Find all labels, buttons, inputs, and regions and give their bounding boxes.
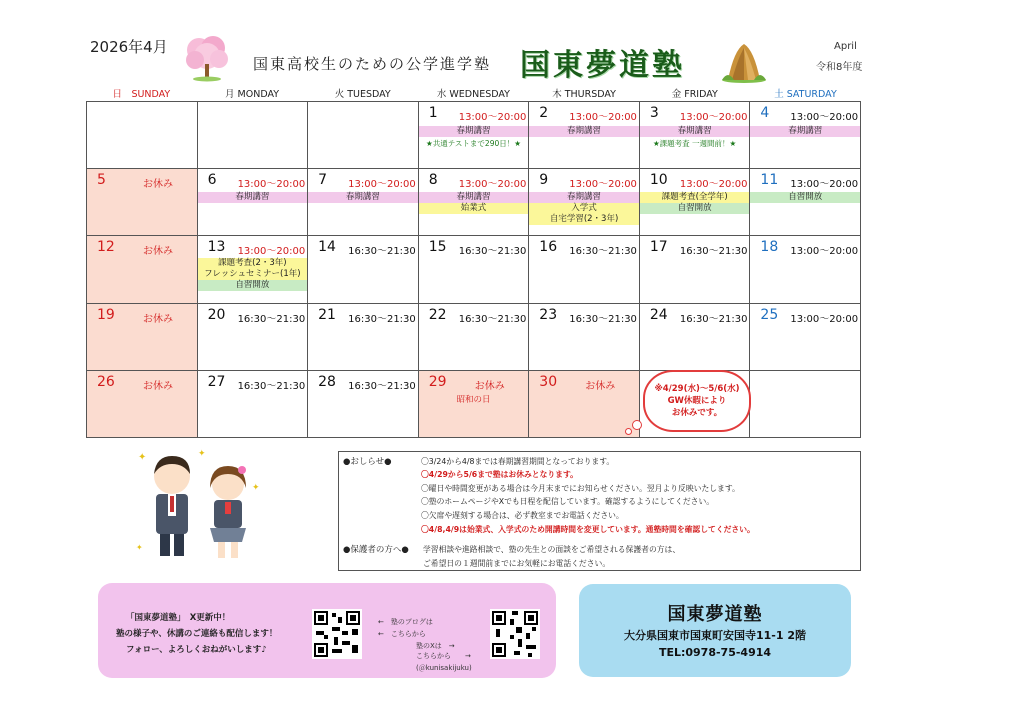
gw-line-2: GW休暇により <box>667 396 727 406</box>
calendar-cell-day-14 <box>308 236 419 303</box>
gw-line-1: ※4/29(水)～5/6(水) <box>654 384 740 394</box>
closed-label: お休み <box>143 246 173 258</box>
x-handle: (＠kunisakijuku) <box>416 664 472 672</box>
class-hours: 13:00～20:00 <box>790 112 859 123</box>
calendar-cell-day-9 <box>529 169 640 236</box>
school-logo-title: 国東夢道塾 <box>520 48 685 83</box>
day-number: 11 <box>760 172 779 189</box>
class-hours: 13:00～20:00 <box>348 179 416 191</box>
weekday-tuesday: 火 TUESDAY <box>334 89 391 100</box>
class-hours: 16:30～21:30 <box>348 380 416 392</box>
weekday-wednesday: 水 WEDNESDAY <box>436 89 510 100</box>
calendar-month: 2026年4月 <box>90 38 168 56</box>
calendar-cell-day-7 <box>308 169 419 236</box>
calendar-cell-day-27 <box>198 371 309 438</box>
day-number: 1 <box>428 105 438 121</box>
calendar-cell-empty <box>198 102 309 169</box>
x-qr-code-icon[interactable] <box>490 609 540 659</box>
day-number: 19 <box>97 306 115 323</box>
event-band-ceremony: 始業式 <box>419 203 529 214</box>
day-number: 22 <box>428 306 447 323</box>
calendar-cell-day-5 <box>87 169 198 236</box>
class-hours: 13:00～20:00 <box>790 313 859 325</box>
svg-text:✦: ✦ <box>136 543 143 552</box>
event-band: 春期講習 <box>419 126 529 137</box>
svg-text:✦: ✦ <box>198 449 206 459</box>
event-band-exam: 課題考査(全学年) <box>640 192 750 203</box>
calendar-cell-day-15 <box>419 236 530 303</box>
calendar-cell-day-28 <box>308 371 419 438</box>
event-band-exam: 課題考査(2・3年) <box>198 258 308 269</box>
calendar-cell-day-21 <box>308 304 419 371</box>
class-hours: 13:00～20:00 <box>237 246 306 258</box>
parents-label: ●保護者の方へ● <box>343 545 409 555</box>
notice-line: 〇3/24から4/8までは春期講習期間となっております。 <box>421 457 615 466</box>
day-number: 30 <box>539 373 558 390</box>
weekday-header <box>86 86 861 100</box>
day-number: 28 <box>318 373 336 390</box>
class-hours: 13:00～20:00 <box>569 112 637 123</box>
calendar-cell-day-8 <box>419 169 530 236</box>
notice-line: 〇曜日や時間変更がある場合は今月末までにお知らせください。翌月より反映いたします。 <box>421 484 740 493</box>
day-number: 26 <box>97 373 115 390</box>
day-number: 9 <box>539 172 549 189</box>
school-name: 国東夢道塾 <box>667 604 763 625</box>
tagline: 国東高校生のための公学進学塾 <box>253 55 492 73</box>
promo-line: フォロー、よろしくおねがいします♪ <box>126 645 267 655</box>
day-number: 24 <box>649 306 668 323</box>
day-number: 27 <box>207 373 226 390</box>
calendar-cell-day-23 <box>529 304 640 371</box>
class-hours: 16:30～21:30 <box>679 246 748 258</box>
speech-bubble-dot <box>625 428 632 435</box>
day-number: 14 <box>318 239 336 256</box>
weekday-monday: 月 MONDAY <box>225 89 280 100</box>
exam-note: ★課題考査 一週間前！★ <box>652 139 737 148</box>
event-band: 春期講習 <box>308 192 418 203</box>
speech-bubble-dot <box>632 420 642 430</box>
event-band: 春期講習 <box>750 126 860 137</box>
class-hours: 13:00～20:00 <box>679 179 748 191</box>
calendar-cell-day-13 <box>198 236 309 303</box>
class-hours: 16:30～21:30 <box>569 313 637 325</box>
class-hours: 13:00～20:00 <box>679 112 748 123</box>
day-number: 2 <box>539 105 549 121</box>
event-band-home-study: 自宅学習(2・3年) <box>529 214 639 225</box>
era-year: 令和8年度 <box>816 62 863 73</box>
calendar-cell-day-18 <box>750 236 861 303</box>
class-hours: 13:00～20:00 <box>237 179 306 191</box>
blog-link-text: ← こちらから <box>378 630 426 638</box>
x-promo-box <box>98 583 556 678</box>
day-number: 16 <box>539 239 558 256</box>
calendar-cell-day-30 <box>529 371 640 438</box>
calendar-cell-day-26 <box>87 371 198 438</box>
countdown-note: ★共通テストまで290日！★ <box>426 139 521 148</box>
month-english: April <box>834 41 857 52</box>
calendar-cell-day-4 <box>750 102 861 169</box>
calendar-cell-day-22 <box>419 304 530 371</box>
closed-label: お休み <box>143 179 173 191</box>
weekday-friday: 金 FRIDAY <box>671 89 718 100</box>
calendar-cell-day-12 <box>87 236 198 303</box>
class-hours: 13:00～20:00 <box>790 179 859 191</box>
calendar-cell-day-11 <box>750 169 861 236</box>
day-number: 17 <box>649 239 668 256</box>
event-band-self-study: 自習開放 <box>750 192 860 203</box>
calendar-cell-day-29 <box>419 371 530 438</box>
closed-label: お休み <box>474 380 505 392</box>
holiday-name: 昭和の日 <box>456 394 491 405</box>
day-number: 18 <box>760 239 779 256</box>
class-hours: 13:00～20:00 <box>569 179 637 191</box>
weekday-sunday: 日 SUNDAY <box>112 89 171 100</box>
day-number: 8 <box>428 172 438 189</box>
day-number: 29 <box>428 373 447 390</box>
event-band: 春期講習 <box>529 192 639 203</box>
event-band: 春期講習 <box>529 126 639 137</box>
day-number: 3 <box>649 105 659 121</box>
event-band-self-study: 自習開放 <box>198 280 308 291</box>
event-band: 春期講習 <box>640 126 750 137</box>
day-number: 13 <box>207 239 226 256</box>
notice-line-important: 〇4/29から5/6まで塾はお休みとなります。 <box>421 470 578 479</box>
gw-line-3: お休みです。 <box>671 408 723 418</box>
calendar-cell-day-16 <box>529 236 640 303</box>
day-number: 25 <box>760 306 779 323</box>
calendar-cell-day-10 <box>640 169 751 236</box>
calendar-cell-day-1 <box>419 102 530 169</box>
weekday-saturday: 土 SATURDAY <box>774 89 837 100</box>
class-hours: 16:30～21:30 <box>569 246 637 258</box>
event-band-ceremony: 入学式 <box>529 203 639 214</box>
promo-line: 塾の様子や、休講のご連絡も配信します！ <box>116 629 278 639</box>
school-phone[interactable]: TEL:0978-75-4914 <box>658 646 772 659</box>
day-number: 10 <box>649 172 668 189</box>
cherry-blossom-tree-icon <box>181 34 233 82</box>
class-hours: 13:00～20:00 <box>790 246 859 258</box>
closed-label: お休み <box>143 380 173 392</box>
x-link-text: 塾のXは → <box>416 642 455 650</box>
bamboo-shoot-icon <box>718 40 770 84</box>
calendar-cell-day-3 <box>640 102 751 169</box>
day-number: 21 <box>318 306 336 323</box>
class-hours: 13:00～20:00 <box>458 112 527 123</box>
day-number: 23 <box>539 306 558 323</box>
day-number: 20 <box>207 306 226 323</box>
day-number: 6 <box>207 172 217 189</box>
blog-qr-code-icon[interactable] <box>312 609 362 659</box>
blog-link-text: ← 塾のブログは <box>378 618 433 626</box>
calendar-cell-day-20 <box>198 304 309 371</box>
parents-line: ご希望日の１週間前までにお気軽にお電話ください。 <box>423 559 611 568</box>
calendar-cell-empty <box>308 102 419 169</box>
calendar-cell-day-17 <box>640 236 751 303</box>
notice-line: 〇欠席や遅刻する場合は、必ず教室までお電話ください。 <box>421 511 624 520</box>
calendar-cell-empty <box>750 371 861 438</box>
calendar-cell-empty <box>87 102 198 169</box>
contact-box <box>579 584 851 677</box>
parents-line: 学習相談や進路相談で、塾の先生との面談をご希望される保護者の方は、 <box>423 545 681 554</box>
calendar-cell-day-24 <box>640 304 751 371</box>
day-number: 4 <box>760 105 770 121</box>
closed-label: お休み <box>585 380 616 392</box>
class-hours: 16:30～21:30 <box>458 313 527 325</box>
class-hours: 16:30～21:30 <box>237 313 306 325</box>
notice-box <box>338 451 861 571</box>
svg-text:✦: ✦ <box>252 483 260 493</box>
calendar-cell-day-6 <box>198 169 309 236</box>
day-number: 15 <box>428 239 447 256</box>
promo-line: 「国東夢道塾」 X更新中！ <box>126 613 231 623</box>
class-hours: 16:30～21:30 <box>348 313 416 325</box>
students-illustration-icon <box>134 446 262 564</box>
notice-line-important: 〇4/8,4/9は始業式、入学式のため開講時間を変更しています。通塾時間を確認してください。 <box>421 525 755 534</box>
gw-holiday-bubble <box>643 370 751 432</box>
class-hours: 16:30～21:30 <box>679 313 748 325</box>
closed-label: お休み <box>143 313 173 325</box>
school-address: 大分県国東市国東町安国寺11-1 2階 <box>623 629 806 642</box>
x-link-text: こちらから → <box>416 652 471 660</box>
event-band-seminar: フレッシュセミナー(1年) <box>198 269 308 280</box>
class-hours: 16:30～21:30 <box>348 246 416 258</box>
weekday-thursday: 木 THURSDAY <box>552 89 616 100</box>
calendar-cell-day-25 <box>750 304 861 371</box>
svg-text:✦: ✦ <box>138 452 147 463</box>
calendar-cell-day-2 <box>529 102 640 169</box>
calendar-cell-day-19 <box>87 304 198 371</box>
notice-line: 〇塾のホームページやXでも日程を配信しています。確認するようにしてください。 <box>421 497 715 506</box>
event-band: 春期講習 <box>198 192 308 203</box>
class-hours: 16:30～21:30 <box>458 246 527 258</box>
event-band-self-study: 自習開放 <box>640 203 750 214</box>
event-band: 春期講習 <box>419 192 529 203</box>
day-number: 7 <box>318 172 328 189</box>
notice-label: ●おしらせ● <box>343 457 392 467</box>
day-number: 5 <box>97 172 106 189</box>
day-number: 12 <box>97 239 115 256</box>
class-hours: 13:00～20:00 <box>458 179 527 191</box>
class-hours: 16:30～21:30 <box>237 380 306 392</box>
